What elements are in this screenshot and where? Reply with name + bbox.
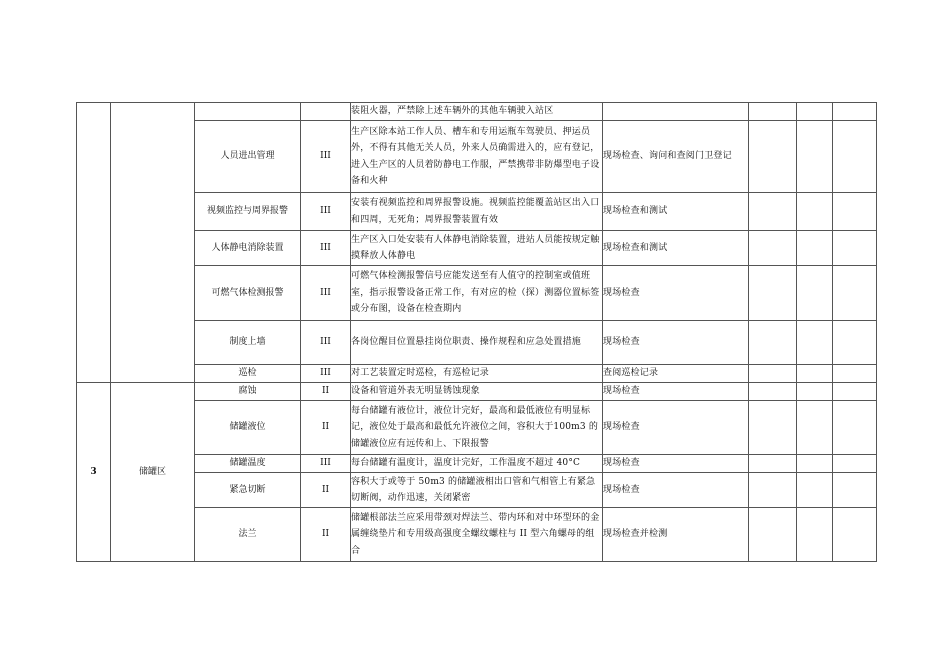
item-cell: 腐蚀 xyxy=(195,383,301,401)
empty-cell xyxy=(797,231,833,266)
empty-cell xyxy=(833,121,877,193)
item-cell: 制度上墙 xyxy=(195,321,301,365)
item-cell: 法兰 xyxy=(195,508,301,562)
requirement-cell: 安装有视频监控和周界报警设施。视频监控能覆盖站区出入口和四周，无死角；周界报警装置有效 xyxy=(351,193,603,231)
empty-cell xyxy=(749,231,797,266)
empty-cell xyxy=(833,193,877,231)
item-cell: 储罐液位 xyxy=(195,401,301,455)
table-row xyxy=(77,365,877,383)
item-cell xyxy=(195,103,301,121)
empty-cell xyxy=(797,121,833,193)
requirement-cell: 生产区入口处安装有人体静电消除装置，进站人员能按规定触摸释放人体静电 xyxy=(351,231,603,266)
level-cell: III xyxy=(301,121,351,193)
method-cell: 现场检查 xyxy=(603,266,749,321)
empty-cell xyxy=(797,321,833,365)
item-cell: 视频监控与周界报警 xyxy=(195,193,301,231)
empty-cell xyxy=(749,121,797,193)
method-cell: 现场检查 xyxy=(603,455,749,473)
level-cell xyxy=(301,103,351,121)
method-cell: 现场检查 xyxy=(603,473,749,508)
requirement-cell: 各岗位醒目位置悬挂岗位职责、操作规程和应急处置措施 xyxy=(351,321,603,365)
method-cell: 现场检查和测试 xyxy=(603,231,749,266)
requirement-cell: 对工艺装置定时巡检，有巡检记录 xyxy=(351,365,603,383)
empty-cell xyxy=(797,401,833,455)
level-cell: II xyxy=(301,401,351,455)
section-area-cell: 储罐区 xyxy=(111,383,195,562)
table-row xyxy=(77,321,877,365)
table-row xyxy=(77,508,877,562)
table-body xyxy=(77,103,877,562)
table-row xyxy=(77,455,877,473)
table-row xyxy=(77,266,877,321)
empty-cell xyxy=(797,365,833,383)
table-row xyxy=(77,231,877,266)
item-cell: 紧急切断 xyxy=(195,473,301,508)
empty-cell xyxy=(833,508,877,562)
table-row xyxy=(77,473,877,508)
requirement-cell: 每台储罐有温度计，温度计完好，工作温度不超过 40°C xyxy=(351,455,603,473)
table-row xyxy=(77,193,877,231)
table-row xyxy=(77,401,877,455)
empty-cell xyxy=(749,266,797,321)
table-row xyxy=(77,121,877,193)
level-cell: III xyxy=(301,193,351,231)
level-cell: II xyxy=(301,508,351,562)
empty-cell xyxy=(797,455,833,473)
level-cell: II xyxy=(301,473,351,508)
level-cell: III xyxy=(301,365,351,383)
method-cell: 现场检查和测试 xyxy=(603,193,749,231)
method-cell: 现场检查 xyxy=(603,401,749,455)
requirement-cell: 储罐根部法兰应采用带颈对焊法兰、带内环和对中环型环的金属缠绕垫片和专用级高强度全螺纹螺柱与 II 型六角螺母的组合 xyxy=(351,508,603,562)
empty-cell xyxy=(833,103,877,121)
empty-cell xyxy=(833,266,877,321)
item-cell: 巡检 xyxy=(195,365,301,383)
item-cell: 储罐温度 xyxy=(195,455,301,473)
empty-cell xyxy=(833,231,877,266)
empty-cell xyxy=(797,508,833,562)
empty-cell xyxy=(749,321,797,365)
method-cell: 现场检查 xyxy=(603,321,749,365)
empty-cell xyxy=(797,103,833,121)
empty-cell xyxy=(749,383,797,401)
requirement-cell: 容积大于或等于 50m3 的储罐液相出口管和气相管上有紧急切断阀，动作迅速，关闭紧密 xyxy=(351,473,603,508)
empty-cell xyxy=(833,473,877,508)
item-cell: 人员进出管理 xyxy=(195,121,301,193)
empty-cell xyxy=(797,193,833,231)
section-area-cell xyxy=(111,103,195,383)
empty-cell xyxy=(749,508,797,562)
level-cell: III xyxy=(301,266,351,321)
requirement-cell: 设备和管道外表无明显锈蚀现象 xyxy=(351,383,603,401)
level-cell: II xyxy=(301,383,351,401)
empty-cell xyxy=(749,401,797,455)
level-cell: III xyxy=(301,321,351,365)
section-number-cell xyxy=(77,103,111,383)
method-cell xyxy=(603,103,749,121)
empty-cell xyxy=(749,473,797,508)
requirement-cell: 装阻火器，严禁除上述车辆外的其他车辆驶入站区 xyxy=(351,103,603,121)
item-cell: 可燃气体检测报警 xyxy=(195,266,301,321)
requirement-cell: 每台储罐有液位计，液位计完好，最高和最低液位有明显标记，液位处于最高和最低允许液位之间，容积大于100m3 的储罐液位应有远传和上、下限报警 xyxy=(351,401,603,455)
level-cell: III xyxy=(301,455,351,473)
empty-cell xyxy=(749,103,797,121)
requirement-cell: 生产区除本站工作人员、槽车和专用运瓶车驾驶员、押运员外，不得有其他无关人员，外来人员确需进入的，应有登记，进入生产区的人员着防静电工作服，严禁携带非防爆型电子设备和火种 xyxy=(351,121,603,193)
empty-cell xyxy=(833,321,877,365)
empty-cell xyxy=(797,473,833,508)
empty-cell xyxy=(833,401,877,455)
empty-cell xyxy=(833,383,877,401)
empty-cell xyxy=(797,266,833,321)
inspection-table xyxy=(76,102,877,562)
empty-cell xyxy=(749,365,797,383)
empty-cell xyxy=(797,383,833,401)
requirement-cell: 可燃气体检测报警信号应能发送至有人值守的控制室或值班室，指示报警设备正常工作，有对应的检（探）测器位置标签或分布图，设备在检查期内 xyxy=(351,266,603,321)
method-cell: 现场检查、询问和查阅门卫登记 xyxy=(603,121,749,193)
empty-cell xyxy=(749,193,797,231)
section-number-cell: 3 xyxy=(77,383,111,562)
empty-cell xyxy=(833,365,877,383)
empty-cell xyxy=(833,455,877,473)
table-row xyxy=(77,383,877,401)
empty-cell xyxy=(749,455,797,473)
level-cell: III xyxy=(301,231,351,266)
method-cell: 查阅巡检记录 xyxy=(603,365,749,383)
table-row xyxy=(77,103,877,121)
method-cell: 现场检查并检测 xyxy=(603,508,749,562)
item-cell: 人体静电消除装置 xyxy=(195,231,301,266)
method-cell: 现场检查 xyxy=(603,383,749,401)
